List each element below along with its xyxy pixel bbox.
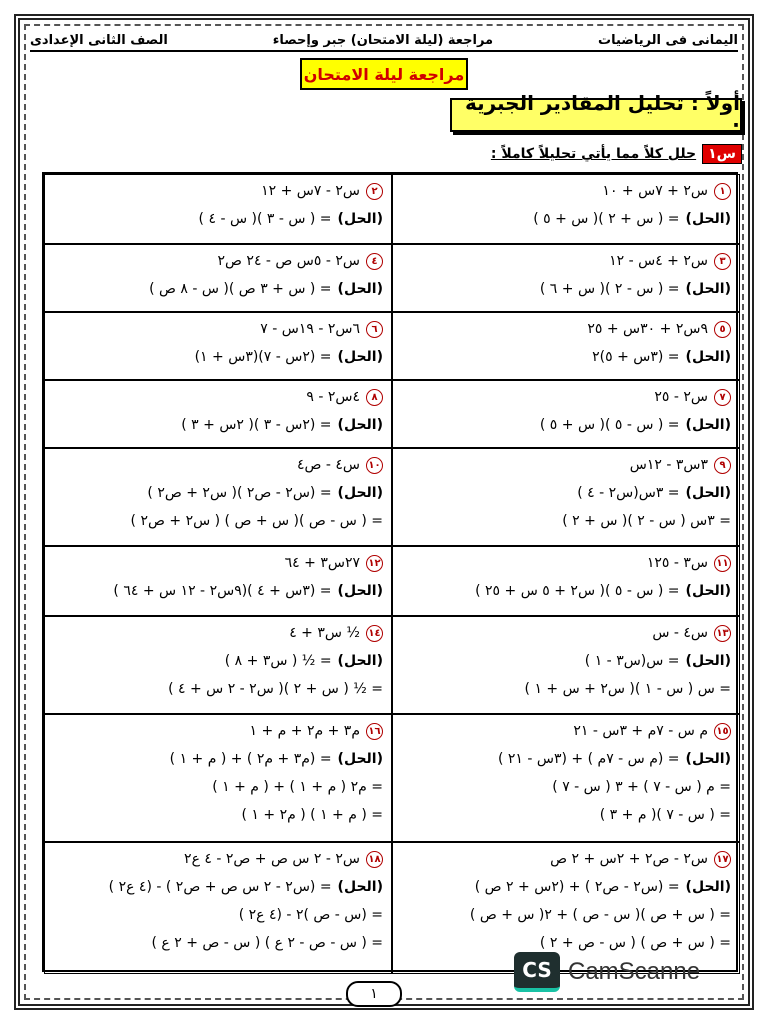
problem-expression: ٢٧س٣ + ٦٤	[284, 555, 360, 571]
problem-cell	[44, 714, 392, 842]
header-grade: الصف الثانى الإعدادى	[30, 32, 168, 48]
problem-cell	[392, 312, 740, 380]
question-badge: س١	[702, 144, 742, 164]
solution-expression: = ½ ( س٣ + ٨ )	[224, 653, 332, 669]
problem-statement	[53, 549, 383, 577]
solution-expression: = (٢س - ٧)(٣س + ١)	[194, 349, 332, 365]
solution-label: (الحل)	[337, 653, 383, 669]
problem-statement	[401, 451, 731, 479]
problem-expression: ٩س٢ + ٣٠س + ٢٥	[587, 321, 708, 337]
problem-expression: س٣ - ١٢٥	[646, 555, 708, 571]
solution-label: (الحل)	[685, 211, 731, 227]
solution-line	[401, 479, 731, 507]
problem-expression: ٣س٣ - ١٢س	[629, 457, 708, 473]
solution-line	[401, 507, 731, 535]
problem-expression: م س - ٧م + ٣س - ٢١	[573, 723, 708, 739]
solution-label: (الحل)	[337, 281, 383, 297]
problem-number: ٣	[714, 253, 731, 270]
problem-expression: ٦س٢ - ١٩س - ٧	[260, 321, 360, 337]
solution-line	[401, 675, 731, 703]
section-title: أولاً : تحليل المقادير الجبرية :	[450, 98, 742, 132]
solution-line	[53, 929, 383, 957]
header-row	[30, 30, 738, 52]
problem-expression: س٢ - ص٢ + ٢س + ٢ ص	[550, 851, 708, 867]
problem-cell	[44, 312, 392, 380]
solution-expression: = ( س - ٢ )( س + ٦ )	[539, 281, 680, 297]
problem-statement	[401, 383, 731, 411]
solution-line	[53, 507, 383, 535]
problem-expression: س٤ - س	[652, 625, 708, 641]
problem-statement	[53, 247, 383, 275]
solution-line	[401, 773, 731, 801]
solution-expression: = ( س + ٢ )( س + ٥ )	[533, 211, 680, 227]
solution-label: (الحل)	[337, 583, 383, 599]
solution-expression: = م٢ ( م + ١ ) + ( م + ١ )	[212, 779, 383, 795]
solution-label: (الحل)	[685, 879, 731, 895]
problem-number: ٢	[366, 183, 383, 200]
solution-expression: = ( س - ص )( س + ص ) ( س٢ + ص٢ )	[130, 513, 383, 529]
page-number: ١	[346, 981, 402, 1007]
solution-expression: = س(س٣ - ١ )	[584, 653, 680, 669]
problem-number: ٥	[714, 321, 731, 338]
problem-expression: ½ س٣ + ٤	[289, 625, 360, 641]
solution-expression: = (س٢ - ص٢ ) + (٢س + ٢ ص )	[474, 879, 680, 895]
problem-statement	[401, 619, 731, 647]
solution-expression: = ( م + ١ ) ( م٢ + ١ )	[241, 807, 383, 823]
solution-line	[401, 647, 731, 675]
solution-expression: = ( س - ٥ )( س + ٥ )	[539, 417, 680, 433]
solution-expression: = (م٣ + م٢ ) + ( م + ١ )	[169, 751, 332, 767]
problem-statement	[401, 717, 731, 745]
problem-statement	[53, 845, 383, 873]
solution-label: (الحل)	[685, 751, 731, 767]
solution-line	[401, 801, 731, 829]
problem-expression: س٢ - ٢٥	[654, 389, 708, 405]
question-line	[440, 142, 742, 166]
problem-statement	[53, 177, 383, 205]
problem-cell	[44, 244, 392, 312]
problem-cell	[392, 174, 740, 244]
problems-grid	[42, 172, 738, 972]
problem-cell	[44, 174, 392, 244]
problem-cell	[392, 546, 740, 616]
problem-cell	[44, 546, 392, 616]
solution-line	[401, 901, 731, 929]
solution-label: (الحل)	[337, 879, 383, 895]
exam-night-banner: مراجعة ليلة الامتحان	[300, 58, 468, 90]
solution-line	[53, 801, 383, 829]
problem-number: ١٣	[714, 625, 731, 642]
camscanner-watermark	[514, 952, 738, 992]
problem-number: ١٨	[366, 851, 383, 868]
solution-line	[401, 873, 731, 901]
solution-line	[53, 773, 383, 801]
problem-statement	[401, 247, 731, 275]
solution-line	[53, 205, 383, 233]
solution-line	[401, 205, 731, 233]
problem-expression: م٣ + م٢ + م + ١	[249, 723, 360, 739]
header-author: اليمانى فى الرياضيات	[598, 32, 738, 48]
problem-statement	[401, 315, 731, 343]
solution-expression: = ( س + ص )( س - ص ) + ٢( س + ص )	[469, 907, 731, 923]
problem-expression: س٢ - ٧س + ١٢	[261, 183, 360, 199]
solution-line	[401, 343, 731, 371]
solution-line	[401, 411, 731, 439]
solution-line	[53, 873, 383, 901]
problem-cell	[44, 448, 392, 546]
problem-statement	[401, 845, 731, 873]
solution-label: (الحل)	[337, 751, 383, 767]
problem-statement	[53, 619, 383, 647]
solution-expression: = ( س + ص ) ( س - ص + ٢ )	[539, 935, 731, 951]
problem-number: ١٥	[714, 723, 731, 740]
problem-number: ١٦	[366, 723, 383, 740]
problem-cell	[392, 448, 740, 546]
solution-line	[53, 901, 383, 929]
problem-number: ١٧	[714, 851, 731, 868]
problem-expression: س٢ - ٢ س ص + ص٢ - ٤ ع٢	[184, 851, 360, 867]
problem-cell	[44, 380, 392, 448]
problem-statement	[401, 549, 731, 577]
solution-expression: = (س٢ - ٢ س ص + ص٢ ) - (٤ ع٢ )	[108, 879, 332, 895]
problem-statement	[53, 315, 383, 343]
camscanner-logo-icon: CS	[514, 952, 560, 992]
problem-number: ٩	[714, 457, 731, 474]
problem-cell	[44, 842, 392, 974]
solution-expression: = (م س - ٧م ) + (٣س - ٢١ )	[497, 751, 680, 767]
solution-expression: = س ( س - ١ )( س٢ + س + ١ )	[524, 681, 731, 697]
solution-expression: = ( س - ٥ )( س٢ + ٥ س + ٢٥ )	[475, 583, 680, 599]
problem-expression: ٤س٢ - ٩	[306, 389, 360, 405]
problem-expression: س٤ - ص٤	[296, 457, 360, 473]
solution-label: (الحل)	[685, 485, 731, 501]
problem-number: ٤	[366, 253, 383, 270]
solution-expression: = م ( س - ٧ ) + ٣ ( س - ٧ )	[552, 779, 731, 795]
solution-label: (الحل)	[337, 417, 383, 433]
solution-label: (الحل)	[685, 583, 731, 599]
solution-line	[53, 577, 383, 605]
solution-line	[53, 411, 383, 439]
solution-label: (الحل)	[337, 485, 383, 501]
solution-label: (الحل)	[337, 349, 383, 365]
problem-statement	[53, 717, 383, 745]
solution-expression: = ( س + ٣ ص )( س - ٨ ص )	[149, 281, 332, 297]
problem-statement	[401, 177, 731, 205]
solution-line	[53, 647, 383, 675]
solution-line	[53, 275, 383, 303]
solution-label: (الحل)	[685, 349, 731, 365]
solution-expression: = ٣س(س٢ - ٤ )	[577, 485, 680, 501]
problem-cell	[392, 380, 740, 448]
solution-line	[401, 745, 731, 773]
solution-expression: = (س - ص )٢ - (٤ ع٢ )	[238, 907, 383, 923]
problem-cell	[392, 616, 740, 714]
problem-number: ٧	[714, 389, 731, 406]
solution-label: (الحل)	[337, 211, 383, 227]
problem-expression: س٢ - ٥س ص - ٢٤ ص٢	[217, 253, 360, 269]
problem-expression: س٢ + ٤س - ١٢	[609, 253, 708, 269]
solution-expression: = ( س - ٣ )( س - ٤ )	[198, 211, 332, 227]
solution-line	[53, 343, 383, 371]
question-text: حلل كلاً مما يأتي تحليلاً كاملاً :	[490, 146, 697, 162]
solution-label: (الحل)	[685, 653, 731, 669]
problem-number: ١٠	[366, 457, 383, 474]
problem-cell	[44, 616, 392, 714]
problem-expression: س٢ + ٧س + ١٠	[602, 183, 708, 199]
solution-expression: = ( س - ٧ )( م + ٣ )	[599, 807, 731, 823]
solution-label: (الحل)	[685, 417, 731, 433]
problem-number: ١	[714, 183, 731, 200]
solution-expression: = (٣س + ٤ )(٩س٢ - ١٢ س + ٦٤ )	[113, 583, 332, 599]
solution-line	[53, 479, 383, 507]
solution-line	[53, 675, 383, 703]
problem-number: ١٢	[366, 555, 383, 572]
solution-label: (الحل)	[685, 281, 731, 297]
problem-number: ٨	[366, 389, 383, 406]
solution-expression: = (٢س - ٣ )( ٢س + ٣ )	[181, 417, 332, 433]
solution-expression: = (٣س + ٥)٢	[592, 349, 680, 365]
solution-expression: = ( س - ص - ٢ ع ) ( س - ص + ٢ ع )	[151, 935, 383, 951]
problem-number: ١٤	[366, 625, 383, 642]
problem-number: ٦	[366, 321, 383, 338]
solution-expression: = ٣س ( س - ٢ )( س + ٢ )	[562, 513, 731, 529]
problem-cell	[392, 714, 740, 842]
solution-line	[401, 275, 731, 303]
problem-statement	[53, 451, 383, 479]
problem-statement	[53, 383, 383, 411]
problem-cell	[392, 244, 740, 312]
camscanner-wordmark: CamScanne	[568, 958, 701, 985]
problem-number: ١١	[714, 555, 731, 572]
solution-expression: = (س٢ - ص٢ )( س٢ + ص٢ )	[147, 485, 332, 501]
header-title: مراجعة (ليلة الامتحان) جبر وإحصاء	[272, 32, 494, 48]
solution-line	[53, 745, 383, 773]
solution-line	[401, 577, 731, 605]
solution-expression: = ½ ( س + ٢ )( س٢ - ٢ س + ٤ )	[168, 681, 383, 697]
